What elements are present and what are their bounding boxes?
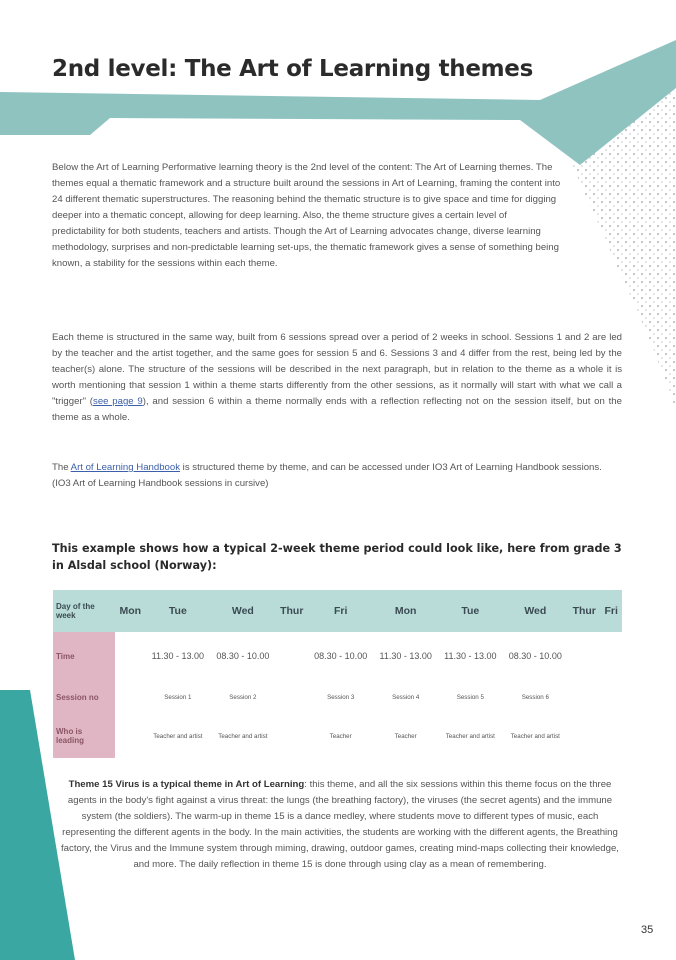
time-cell: 11.30 - 13.00	[379, 651, 432, 661]
session-label: Session no	[53, 680, 115, 714]
session-cell: Session 6	[521, 693, 549, 701]
session-cell: Session 1	[164, 693, 192, 701]
time-cell: 11.30 - 13.00	[444, 651, 497, 661]
leading-cell: Teacher and artist	[510, 732, 560, 740]
leading-cell: Teacher	[394, 732, 417, 740]
time-cell	[115, 632, 146, 680]
time-cell: 11.30 - 13.00	[151, 651, 205, 661]
theme15-paragraph	[60, 777, 620, 873]
table-row	[53, 714, 622, 758]
schedule-caption: This example shows how a typical 2-week theme period could look like, here from grade 3 in Alsdal school (Norway):	[52, 542, 622, 572]
day-header: Thur	[276, 590, 308, 632]
session-cell	[600, 680, 622, 714]
handbook-text-a: The	[52, 462, 71, 473]
day-header: Tue	[438, 590, 503, 632]
day-header: Tue	[146, 590, 211, 632]
page-title: 2nd level: The Art of Learning themes	[52, 56, 533, 82]
session-cell: Session 5	[456, 693, 484, 701]
day-header: Fri	[600, 590, 622, 632]
time-cell: 08.30 - 10.00	[508, 651, 562, 661]
session-cell: Session 2	[229, 693, 257, 701]
schedule-table	[53, 590, 622, 758]
structure-paragraph	[52, 330, 622, 426]
time-cell: 08.30 - 10.00	[216, 651, 270, 661]
leading-cell	[276, 714, 308, 758]
time-label: Time	[53, 632, 115, 680]
see-page-link[interactable]: see page 9	[93, 396, 143, 407]
day-header: Mon	[373, 590, 438, 632]
intro-paragraph: Below the Art of Learning Performative learning theory is the 2nd level of the content: The Art of Learning themes. The themes equal a thematic framework and a structure built around the sessions in Art of Learning, framing the content into 24 different thematic superstructures. The reasoning behind the thematic structure is to give space and time for digging deeper into a thematic concept, allowing for deep learning. Also, the theme structure gives a certain level of predictability for both students, teachers and artists. Though the Art of Learning advocates change, diverse learning methodology, surprises and non-predictable learning set-ups, the thematic framework gives a sense of something being known, a stability for the sessions within each theme.	[52, 162, 561, 269]
session-cell	[115, 680, 146, 714]
time-cell	[568, 632, 600, 680]
theme15-text: : this theme, and all the six sessions within this theme focus on the three agents in the body's fight against a virus threat: the lungs (the breathing factory), the viruses (the secret agents) and the immune system (the soldiers). The warm-up in theme 15 is a dance medley, where students move to different types of music, each representing the different agents in the body. In the main activities, the students are working with the different agents, the Breathing factory, the Virus and the Immune system through miming, drawing, outdoor games, creating mind-maps collecting their knowledge, and more. The daily reflection in theme 15 is done through using clay as a mean of remembering.	[61, 779, 619, 870]
handbook-text-b: is structured theme by theme, and can be accessed under IO3 Art of Learning Handbook sessions. (IO3 Art of Learning Handbook sessions in cursive)	[52, 462, 602, 489]
time-cell	[600, 632, 622, 680]
day-header: Wed	[503, 590, 568, 632]
structure-text-a: Each theme is structured in the same way, built from 6 sessions spread over a period of 2 weeks in school. Sessions 1 and 2 are led by the teacher and the artist together, and the same goes for session 5 and 6. Sessions 3 and 4 differ from the rest, being led by the teacher(s) alone. The structure of the sessions will be described in the next paragraph, but in relation to the theme as a whole it is worth mentioning that session 1 within a theme starts differently from the other sessions, as it normally will start with what we call a "trigger" (	[52, 332, 622, 407]
structure-text-b: ), and session 6 within a theme normally ends with a reflection reflecting not on the session itself, but on the theme as a whole.	[52, 396, 622, 423]
theme15-lead: Theme 15 Virus is a typical theme in Art of Learning	[68, 779, 305, 790]
session-cell	[568, 680, 600, 714]
leading-cell	[115, 714, 146, 758]
time-cell: 08.30 - 10.00	[314, 651, 368, 661]
page-number: 35	[641, 924, 654, 936]
table-row	[53, 680, 622, 714]
leading-cell: Teacher and artist	[153, 732, 203, 740]
session-cell: Session 3	[327, 693, 355, 701]
table-row	[53, 632, 622, 680]
handbook-link[interactable]: Art of Learning Handbook	[70, 462, 181, 473]
leading-cell	[568, 714, 600, 758]
session-cell	[276, 680, 308, 714]
corner-label: Day of the week	[53, 590, 115, 632]
leading-cell	[600, 714, 622, 758]
time-cell	[276, 632, 308, 680]
leading-cell: Teacher and artist	[445, 732, 495, 740]
session-cell: Session 4	[392, 693, 420, 701]
leading-label: Who is leading	[53, 714, 115, 758]
day-header: Fri	[308, 590, 373, 632]
day-header: Wed	[210, 590, 275, 632]
day-header: Mon	[115, 590, 146, 632]
leading-cell: Teacher and artist	[218, 732, 268, 740]
leading-cell: Teacher	[329, 732, 352, 740]
day-header: Thur	[568, 590, 600, 632]
table-row	[53, 590, 622, 632]
handbook-paragraph	[52, 460, 622, 492]
